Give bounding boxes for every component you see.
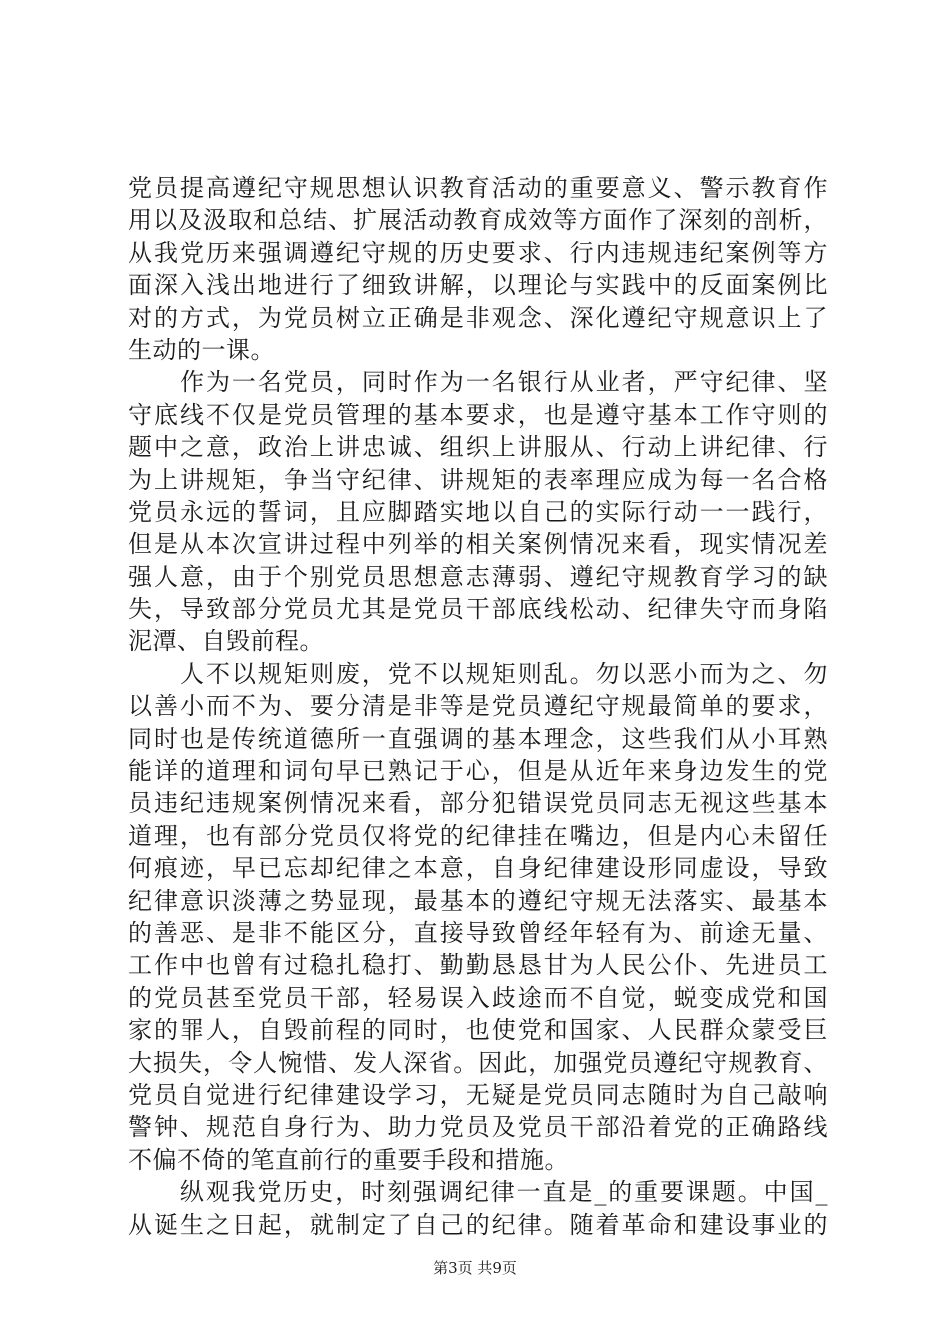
text-line: 题中之意，政治上讲忠诚、组织上讲服从、行动上讲纪律、行 [128, 433, 828, 462]
text-line: 生动的一课。 [128, 335, 275, 364]
text-line: 对的方式，为党员树立正确是非观念、深化遵纪守规意识上了 [128, 303, 828, 332]
text-line: 工作中也曾有过稳扎稳打、勤勤恳恳甘为人民公仆、先进员工 [128, 951, 828, 980]
text-line: 的党员甚至党员干部，轻易误入歧途而不自觉，蜕变成党和国 [128, 983, 828, 1012]
text-line: 用以及汲取和总结、扩展活动教育成效等方面作了深刻的剖析， [128, 206, 828, 235]
text-line: 人不以规矩则废，党不以规矩则乱。勿以恶小而为之、勿 [128, 659, 828, 688]
text-line: 警钟、规范自身行为、助力党员及党员干部沿着党的正确路线 [128, 1113, 828, 1142]
page-footer: 第3页 共9页 [433, 1259, 517, 1277]
document-body [128, 172, 828, 1241]
text-line: 纵观我党历史，时刻强调纪律一直是_的重要课题。中国_ [128, 1178, 828, 1207]
text-line: 作为一名党员，同时作为一名银行从业者，严守纪律、坚 [128, 368, 828, 397]
text-line: 能详的道理和词句早已熟记于心，但是从近年来身边发生的党 [128, 757, 828, 786]
text-line: 何痕迹，早已忘却纪律之本意，自身纪律建设形同虚设，导致 [128, 854, 828, 883]
text-line: 纪律意识淡薄之势显现，最基本的遵纪守规无法落实、最基本 [128, 886, 828, 915]
text-line: 道理，也有部分党员仅将党的纪律挂在嘴边，但是内心未留任 [128, 821, 828, 850]
text-line: 党员提高遵纪守规思想认识教育活动的重要意义、警示教育作 [128, 174, 828, 202]
text-line: 从我党历来强调遵纪守规的历史要求、行内违规违纪案例等方 [128, 238, 828, 267]
text-line: 守底线不仅是党员管理的基本要求，也是遵守基本工作守则的 [128, 400, 828, 429]
text-line: 泥潭、自毁前程。 [128, 627, 324, 656]
text-line: 从诞生之日起，就制定了自己的纪律。随着革命和建设事业的 [128, 1210, 828, 1239]
text-line: 大损失，令人惋惜、发人深省。因此，加强党员遵纪守规教育、 [128, 1048, 828, 1077]
text-line: 为上讲规矩，争当守纪律、讲规矩的表率理应成为每一名合格 [128, 465, 828, 494]
text-line: 面深入浅出地进行了细致讲解，以理论与实践中的反面案例比 [128, 271, 828, 300]
text-line: 的善恶、是非不能区分，直接导致曾经年轻有为、前途无量、 [128, 918, 828, 947]
text-line: 以善小而不为、要分清是非等是党员遵纪守规最简单的要求， [128, 692, 828, 721]
text-line: 失，导致部分党员尤其是党员干部底线松动、纪律失守而身陷 [128, 595, 828, 624]
text-line: 同时也是传统道德所一直强调的基本理念，这些我们从小耳熟 [128, 724, 828, 753]
text-line: 不偏不倚的笔直前行的重要手段和措施。 [128, 1145, 569, 1174]
text-line: 党员自觉进行纪律建设学习，无疑是党员同志随时为自己敲响 [128, 1080, 828, 1109]
text-line: 强人意，由于个别党员思想意志薄弱、遵纪守规教育学习的缺 [128, 562, 828, 591]
text-line: 家的罪人，自毁前程的同时，也使党和国家、人民群众蒙受巨 [128, 1016, 828, 1045]
text-line: 党员永远的誓词，且应脚踏实地以自己的实际行动一一践行， [128, 497, 828, 526]
text-line: 员违纪违规案例情况来看，部分犯错误党员同志无视这些基本 [128, 789, 828, 818]
text-line: 但是从本次宣讲过程中列举的相关案例情况来看，现实情况差 [128, 530, 828, 559]
